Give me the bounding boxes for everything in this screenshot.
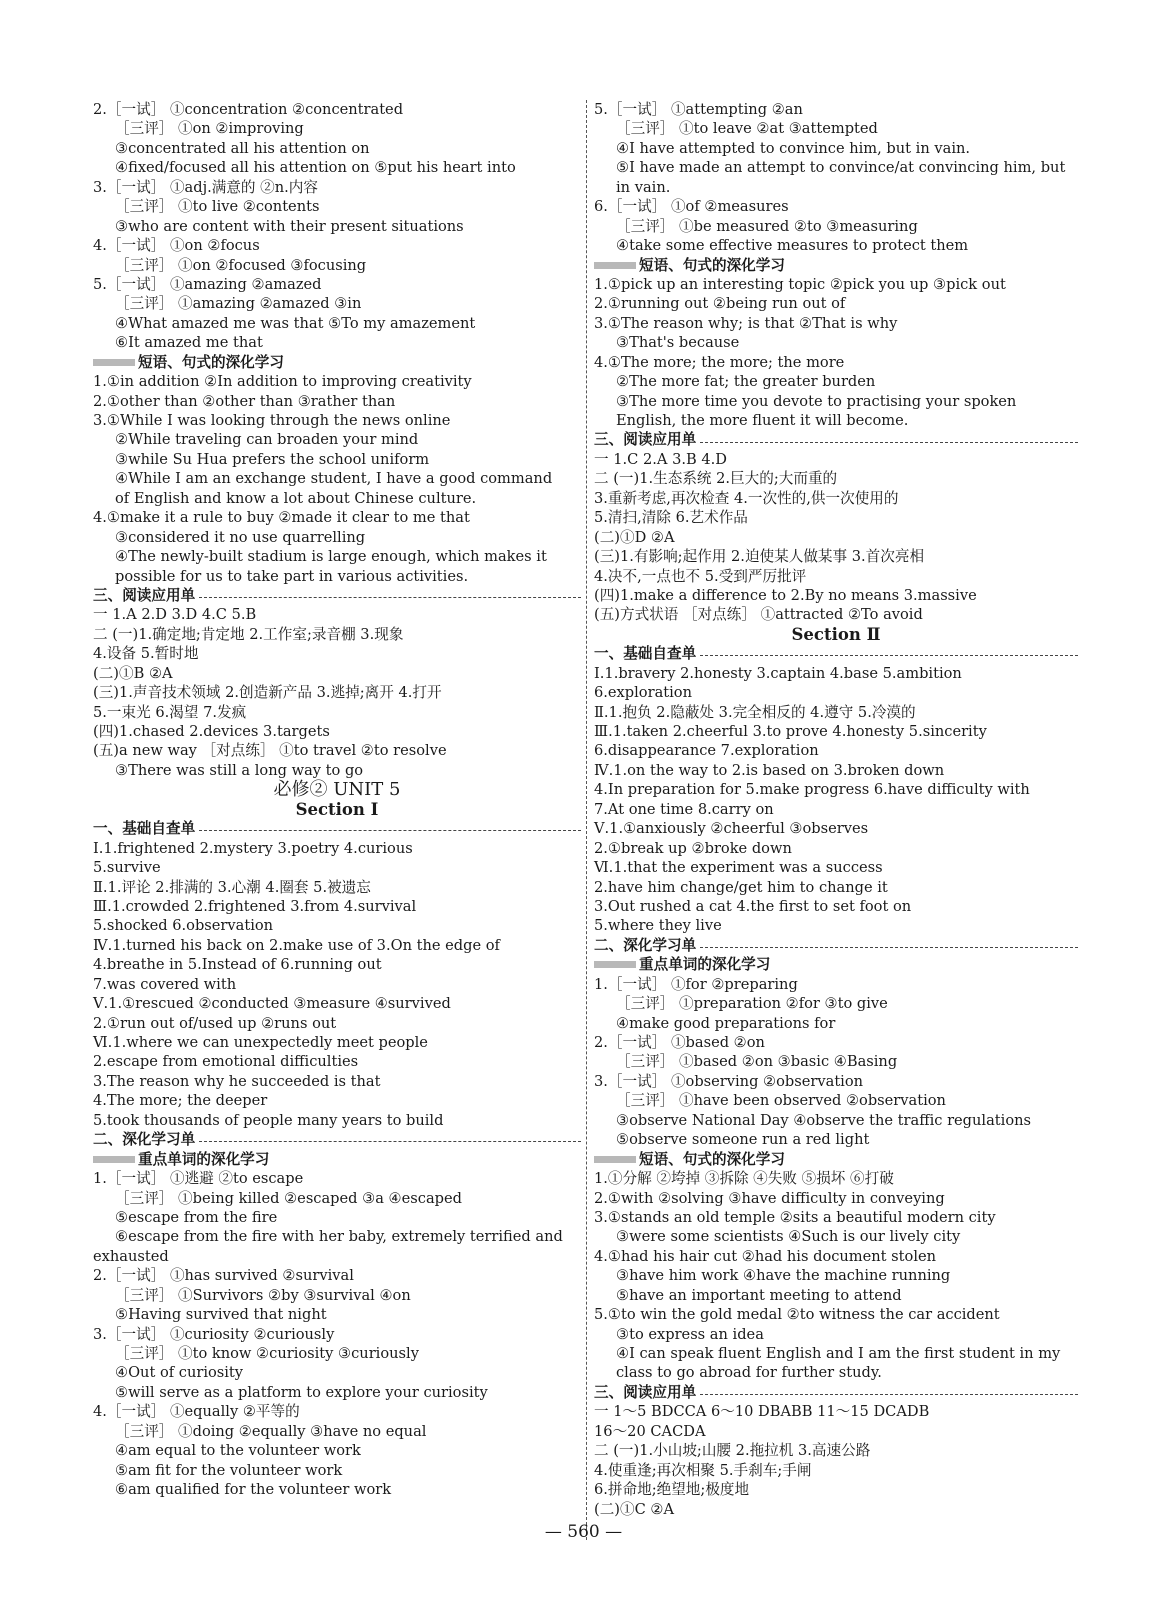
answer-line: 1.［一试］ ①逃避 ②to escape: [93, 1170, 304, 1188]
answer-line: Ⅳ.1.turned his back on 2.make use of 3.On the edge of: [93, 936, 500, 954]
answer-line: (三)1.声音技术领域 2.创造新产品 3.逃掉;离开 4.打开: [93, 684, 442, 702]
answer-line: ③were some scientists ④Such is our lively city: [616, 1228, 961, 1246]
answer-line: ［三评］ ①amazing ②amazed ③in: [115, 295, 362, 313]
answer-line: ⑤will serve as a platform to explore your curiosity: [115, 1383, 488, 1401]
answer-line: 5.where they live: [594, 917, 722, 935]
answer-line: Ⅴ.1.①rescued ②conducted ③measure ④survived: [93, 995, 451, 1013]
answer-line: ［三评］ ①based ②on ③basic ④Basing: [616, 1053, 898, 1071]
section-heading: [594, 644, 1078, 663]
answer-line: 5.survive: [93, 859, 161, 877]
answer-line: 一 1.A 2.D 3.D 4.C 5.B: [93, 606, 257, 624]
answer-line: Ⅴ.1.①anxiously ②cheerful ③observes: [594, 820, 869, 838]
answer-line: ［三评］ ①Survivors ②by ③survival ④on: [115, 1286, 411, 1304]
answer-line: 6.exploration: [594, 684, 692, 702]
answer-line: 3.①stands an old temple ②sits a beautiful modern city: [594, 1208, 996, 1226]
answer-line: ③considered it no use quarrelling: [115, 528, 366, 546]
subsection-heading-text: 短语、句式的深化学习: [639, 256, 785, 274]
answer-line: 1.①in addition ②In addition to improving creativity: [93, 373, 472, 391]
answer-line: 5.shocked 6.observation: [93, 917, 274, 935]
answer-line: 4.设备 5.暂时地: [93, 645, 199, 663]
answer-line: 二 (一)1.生态系统 2.巨大的;大而重的: [594, 470, 838, 488]
answer-line: ④I can speak fluent English and I am the first student in my: [616, 1345, 1061, 1362]
answer-line: Ⅲ.1.taken 2.cheerful 3.to prove 4.honesty 5.sincerity: [594, 723, 987, 740]
answer-line: 6.［一试］ ①of ②measures: [594, 198, 789, 216]
answer-line: Ⅳ.1.on the way to 2.is based on 3.broken down: [594, 761, 945, 779]
answer-line: ③while Su Hua prefers the school uniform: [115, 450, 430, 468]
answer-line: ④I have attempted to convince him, but in vain.: [616, 139, 971, 157]
dashed-rule: [700, 655, 1078, 656]
answer-line: Ⅵ.1.that the experiment was a success: [594, 859, 883, 877]
answer-line: 4.In preparation for 5.make progress 6.have difficulty with: [594, 781, 1030, 799]
gray-bar-icon: [594, 961, 636, 968]
subsection-heading-text: 重点单词的深化学习: [138, 1150, 270, 1168]
answer-line: ④Out of curiosity: [115, 1364, 244, 1382]
answer-line: (五)方式状语 ［对点练］ ①attracted ②To avoid: [594, 606, 923, 624]
column-divider: [586, 100, 587, 1540]
subsection-heading: [93, 1150, 581, 1169]
answer-line: 4.①The more; the more; the more: [594, 353, 845, 371]
answer-line: 一 1.C 2.A 3.B 4.D: [594, 450, 727, 468]
answer-line: 2.［一试］ ①has survived ②survival: [93, 1267, 354, 1285]
dashed-rule: [700, 442, 1078, 443]
answer-line: 7.At one time 8.carry on: [594, 800, 774, 818]
answer-line: of English and know a lot about Chinese culture.: [115, 489, 477, 507]
answer-line: 5.一束光 6.渴望 7.发疯: [93, 703, 247, 721]
answer-line: 3.Out rushed a cat 4.the first to set foot on: [594, 897, 912, 915]
answer-line: 1.①分解 ②垮掉 ③拆除 ④失败 ⑤损坏 ⑥打破: [594, 1170, 894, 1188]
right-column: [594, 100, 1078, 1519]
answer-line: ③who are content with their present situations: [115, 217, 464, 235]
answer-line: ⑥It amazed me that: [115, 334, 263, 352]
answer-line: ④make good preparations for: [616, 1014, 836, 1032]
answer-line: 二 (一)1.小山坡;山腰 2.拖拉机 3.高速公路: [594, 1442, 871, 1460]
answer-line: ④The newly-built stadium is large enough, which makes it: [115, 548, 547, 566]
answer-line: (二)①B ②A: [93, 664, 173, 682]
answer-line: 2.①running out ②being run out of: [594, 295, 846, 313]
answer-line: ⑥am qualified for the volunteer work: [115, 1481, 392, 1499]
answer-line: 3.［一试］ ①adj.满意的 ②n.内容: [93, 178, 318, 196]
subsection-heading: [594, 1150, 1078, 1169]
section-heading: [93, 819, 581, 838]
answer-line: 4.［一试］ ①on ②focus: [93, 237, 260, 255]
answer-line: ④am equal to the volunteer work: [115, 1442, 361, 1460]
answer-line: 5.［一试］ ①amazing ②amazed: [93, 275, 322, 293]
answer-line: 3.［一试］ ①observing ②observation: [594, 1072, 864, 1090]
answer-line: ③to express an idea: [616, 1325, 764, 1343]
subsection-heading-text: 重点单词的深化学习: [639, 956, 771, 974]
answer-line: 5.took thousands of people many years to build: [93, 1111, 444, 1129]
answer-line: ［三评］ ①preparation ②for ③to give: [616, 995, 888, 1013]
answer-line: possible for us to take part in various activities.: [115, 567, 469, 585]
answer-line: Ⅱ.1.评论 2.排满的 3.心潮 4.圈套 5.被遗忘: [93, 878, 371, 896]
answer-line: 2.①with ②solving ③have difficulty in conveying: [594, 1189, 945, 1207]
answer-line: ⑤have an important meeting to attend: [616, 1286, 902, 1304]
subsection-heading-text: 短语、句式的深化学习: [639, 1150, 785, 1168]
answer-line: ⑤observe someone run a red light: [616, 1131, 870, 1149]
dashed-rule: [199, 597, 581, 598]
section-heading-text: 一、基础自查单: [93, 820, 196, 838]
subsection-heading-text: 短语、句式的深化学习: [138, 353, 284, 371]
answer-line: ⑤escape from the fire: [115, 1208, 278, 1226]
answer-line: 3.重新考虑,再次检查 4.一次性的,供一次使用的: [594, 489, 899, 507]
answer-line: ③That's because: [616, 334, 740, 352]
answer-line: 4.使重逢;再次相聚 5.手刹车;手闸: [594, 1461, 812, 1479]
answer-line: ［三评］ ①be measured ②to ③measuring: [616, 217, 918, 235]
answer-line: Ⅲ.1.crowded 2.frightened 3.from 4.survival: [93, 897, 417, 915]
section-heading-text: 三、阅读应用单: [93, 586, 196, 604]
section-heading: [594, 1383, 1078, 1402]
subsection-heading: [93, 353, 581, 372]
gray-bar-icon: [594, 1156, 636, 1163]
answer-line: ⑤Having survived that night: [115, 1306, 327, 1324]
answer-line: 4.［一试］ ①equally ②平等的: [93, 1403, 300, 1421]
dashed-rule: [700, 947, 1078, 948]
answer-line: 4.①make it a rule to buy ②made it clear to me that: [93, 509, 470, 527]
answer-line: ［三评］ ①to leave ②at ③attempted: [616, 120, 878, 138]
answer-line: ③observe National Day ④observe the traffic regulations: [616, 1111, 1032, 1129]
answer-line: (二)①C ②A: [594, 1500, 675, 1518]
answer-line: 6.disappearance 7.exploration: [594, 742, 819, 760]
answer-line: ［三评］ ①to know ②curiosity ③curiously: [115, 1345, 419, 1362]
answer-line: ④take some effective measures to protect them: [616, 237, 969, 255]
dashed-rule: [199, 830, 581, 831]
answer-line: 2.①break up ②broke down: [594, 839, 792, 857]
answer-line: (二)①D ②A: [594, 528, 675, 546]
answer-line: 3.［一试］ ①curiosity ②curiously: [93, 1325, 335, 1343]
answer-line: 4.决不,一点也不 5.受到严厉批评: [594, 567, 807, 585]
section-heading-text: 二、深化学习单: [594, 936, 697, 954]
subsection-heading: [594, 955, 1078, 974]
answer-line: ④While I am an exchange student, I have a good command: [115, 470, 553, 488]
answer-line: 3.The reason why he succeeded is that: [93, 1072, 381, 1090]
section-heading-text: 三、阅读应用单: [594, 1383, 697, 1401]
section-heading-text: 一、基础自查单: [594, 645, 697, 663]
answer-line: 1.①pick up an interesting topic ②pick you up ③pick out: [594, 275, 1006, 293]
answer-line: ［三评］ ①to live ②contents: [115, 198, 320, 216]
answer-line: ②The more fat; the greater burden: [616, 373, 876, 391]
section-title: Section Ⅰ: [295, 799, 379, 819]
gray-bar-icon: [93, 359, 135, 366]
subsection-heading: [594, 256, 1078, 275]
answer-line: Ⅱ.1.抱负 2.隐蔽处 3.完全相反的 4.遵守 5.冷漠的: [594, 703, 916, 721]
gray-bar-icon: [594, 262, 636, 269]
answer-line: 一 1～5 BDCCA 6～10 DBABB 11～15 DCADB: [594, 1403, 930, 1421]
answer-line: 3.①While I was looking through the news online: [93, 412, 451, 429]
answer-line: class to go abroad for further study.: [616, 1364, 882, 1382]
answer-line: (五)a new way ［对点练］ ①to travel ②to resolve: [93, 742, 447, 760]
answer-line: ⑥escape from the fire with her baby, extremely terrified and: [115, 1228, 563, 1246]
answer-line: ④fixed/focused all his attention on ⑤put his heart into: [115, 159, 516, 177]
page-number: — 560 —: [544, 1522, 623, 1542]
answer-line: (四)1.make a difference to 2.By no means 3.massive: [594, 586, 977, 604]
answer-line: 7.was covered with: [93, 975, 237, 993]
answer-line: 6.拼命地;绝望地;极度地: [594, 1481, 750, 1499]
answer-line: ［三评］ ①have been observed ②observation: [616, 1092, 946, 1110]
dashed-rule: [700, 1394, 1078, 1395]
answer-line: ③The more time you devote to practising your spoken: [616, 392, 1017, 410]
answer-line: 5.①to win the gold medal ②to witness the car accident: [594, 1306, 1000, 1324]
answer-line: ⑤am fit for the volunteer work: [115, 1461, 343, 1479]
answer-line: (四)1.chased 2.devices 3.targets: [93, 723, 330, 740]
answer-line: 5.清扫,清除 6.艺术作品: [594, 509, 748, 527]
answer-line: Ⅵ.1.where we can unexpectedly meet people: [93, 1034, 428, 1051]
answer-line: English, the more fluent it will become.: [616, 412, 909, 429]
answer-line: 2.［一试］ ①based ②on: [594, 1034, 765, 1051]
answer-line: ⑤I have made an attempt to convince/at convincing him, but: [616, 159, 1066, 177]
answer-line: 2.①run out of/used up ②runs out: [93, 1014, 337, 1032]
answer-line: 2.have him change/get him to change it: [594, 878, 888, 896]
answer-line: ③concentrated all his attention on: [115, 139, 370, 157]
dashed-rule: [199, 1141, 581, 1142]
answer-line: ③There was still a long way to go: [115, 761, 364, 779]
answer-line: ④What amazed me was that ⑤To my amazement: [115, 314, 476, 332]
answer-line: Ⅰ.1.bravery 2.honesty 3.captain 4.base 5.ambition: [594, 664, 962, 682]
answer-line: 3.①The reason why; is that ②That is why: [594, 314, 898, 332]
answer-line: 二 (一)1.确定地;肯定地 2.工作室;录音棚 3.现象: [93, 625, 404, 643]
answer-line: in vain.: [616, 178, 671, 196]
answer-line: 4.①had his hair cut ②had his document stolen: [594, 1247, 937, 1265]
answer-line: ③have him work ④have the machine running: [616, 1267, 951, 1285]
answer-line: ［三评］ ①on ②improving: [115, 120, 304, 138]
answer-line: ［三评］ ①being killed ②escaped ③a ④escaped: [115, 1189, 462, 1207]
answer-line: 2.①other than ②other than ③rather than: [93, 392, 396, 410]
unit-title: 必修② UNIT 5: [273, 779, 401, 801]
left-column: [93, 100, 581, 1500]
answer-line: exhausted: [93, 1247, 169, 1265]
section-heading: [93, 1130, 581, 1149]
answer-line: 4.The more; the deeper: [93, 1092, 268, 1110]
answer-line: Ⅰ.1.frightened 2.mystery 3.poetry 4.curious: [93, 839, 413, 857]
answer-line: 16～20 CACDA: [594, 1422, 706, 1440]
section-heading: [594, 936, 1078, 955]
section-heading: [93, 586, 581, 605]
answer-line: (三)1.有影响;起作用 2.迫使某人做某事 3.首次亮相: [594, 548, 925, 566]
answer-line: 4.breathe in 5.Instead of 6.running out: [93, 956, 382, 974]
section-heading-text: 二、深化学习单: [93, 1131, 196, 1149]
section-title: Section Ⅱ: [791, 624, 881, 644]
answer-line: ［三评］ ①on ②focused ③focusing: [115, 256, 367, 274]
section-heading-text: 三、阅读应用单: [594, 431, 697, 449]
section-heading: [594, 430, 1078, 449]
answer-line: 2.escape from emotional difficulties: [93, 1053, 359, 1071]
gray-bar-icon: [93, 1156, 135, 1163]
answer-line: ②While traveling can broaden your mind: [115, 431, 419, 449]
answer-line: ［三评］ ①doing ②equally ③have no equal: [115, 1422, 427, 1440]
answer-line: 5.［一试］ ①attempting ②an: [594, 101, 803, 118]
answer-line: 2.［一试］ ①concentration ②concentrated: [93, 101, 404, 118]
answer-line: 1.［一试］ ①for ②preparing: [594, 975, 798, 993]
